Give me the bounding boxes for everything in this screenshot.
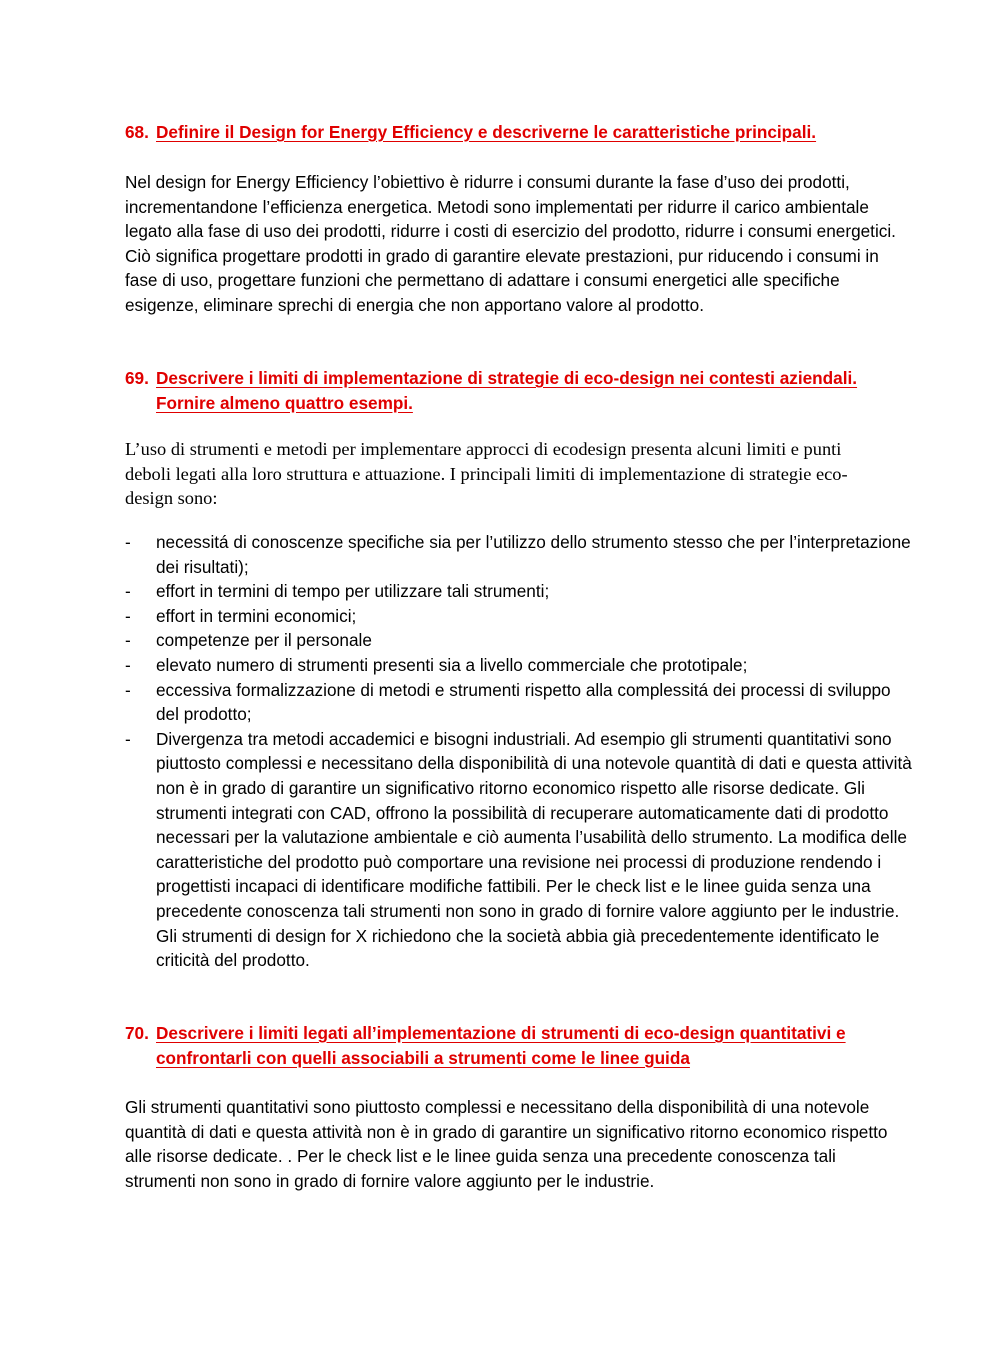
list-item: - effort in termini economici; [125, 604, 915, 629]
list-item: - eccessiva formalizzazione di metodi e strumenti rispetto alla complessitá dei processi di sviluppo del prodotto; [125, 678, 915, 727]
question-number: 68. [125, 122, 149, 142]
list-item: - competenze per il personale [125, 628, 915, 653]
bullet-dash: - [125, 630, 131, 651]
question-number: 70. [125, 1023, 149, 1043]
bullet-dash: - [125, 654, 131, 675]
limits-list [125, 530, 915, 973]
list-item: - effort in termini di tempo per utilizzare tali strumenti; [125, 579, 915, 604]
question-68-heading [125, 120, 915, 145]
question-title: Descrivere i limiti di implementazione di strategie di eco-design nei contesti aziendali. Fornire almeno quattro esempi. [156, 368, 858, 413]
answer-69-intro: L’uso di strumenti e metodi per implementare approcci di ecodesign presenta alcuni limiti e punti deboli legati alla loro struttura e attuazione. I principali limiti di implementazione di strategie eco-design sono: [125, 439, 848, 509]
bullet-dash: - [125, 581, 131, 602]
bullet-dash: - [125, 679, 131, 700]
bullet-dash: - [125, 605, 131, 626]
answer-68-paragraph: Nel design for Energy Efficiency l’obiettivo è ridurre i consumi durante la fase d’uso dei prodotti, incrementandone l’efficienza energetica. Metodi sono implementati per ridurre il carico ambientale legato alla fase di uso dei prodotti, ridurre i costi di esercizio del prodotto, ridurre i consumi energetici. Ciò significa progettare prodotti in grado di garantire elevate prestazioni, pur riducendo i consumi in fase di uso, progettare funzioni che permettano di adattare i consumi energetici alle specifiche esigenze, eliminare sprechi di energia che non apportano valore al prodotto. [125, 172, 896, 315]
question-70-heading [125, 1021, 915, 1070]
question-69-heading [125, 366, 915, 415]
list-item: - Divergenza tra metodi accademici e bisogni industriali. Ad esempio gli strumenti quantitativi sono piuttosto complessi e necessitano della disponibilità di una notevole quantità di dati e questa attività non è in grado di garantire un significativo ritorno economico rispetto alle risorse dedicate. Gli strumenti integrati con CAD, offrono la possibilità di recuperare automaticamente dati di prodotto necessari per la valutazione ambientale e ciò aumenta l’usabilità dello strumento. La modifica delle caratteristiche del prodotto può comportare una revisione nei processi di produzione rendendo i progettisti incapaci di identificare modifiche fattibili. Per le check list e le linee guida senza una precedente conoscenza tali strumenti non sono in grado di fornire valore aggiunto per le industrie. Gli strumenti di design for X richiedono che la società abbia già precedentemente identificato le criticità del prodotto. [125, 727, 915, 973]
answer-70-paragraph: Gli strumenti quantitativi sono piuttosto complessi e necessitano della disponibilità di una notevole quantità di dati e questa attività non è in grado di garantire un significativo ritorno economico rispetto alle risorse dedicate. . Per le check list e le linee guida senza una precedente conoscenza tali strumenti non sono in grado di fornire valore aggiunto per le industrie. [125, 1097, 888, 1191]
question-title: Descrivere i limiti legati all’implementazione di strumenti di eco-design quantitativi e confrontarli con quelli associabili a strumenti come le linee guida [156, 1023, 846, 1068]
bullet-dash: - [125, 728, 131, 749]
question-title: Definire il Design for Energy Efficiency e descriverne le caratteristiche principali. [156, 122, 817, 142]
bullet-dash: - [125, 532, 131, 552]
list-item: - elevato numero di strumenti presenti sia a livello commerciale che prototipale; [125, 653, 915, 678]
question-number: 69. [125, 368, 149, 388]
list-item: - necessitá di conoscenze specifiche sia per l’utilizzo dello strumento stesso che per l’interpretazione dei risultati); [125, 530, 915, 579]
